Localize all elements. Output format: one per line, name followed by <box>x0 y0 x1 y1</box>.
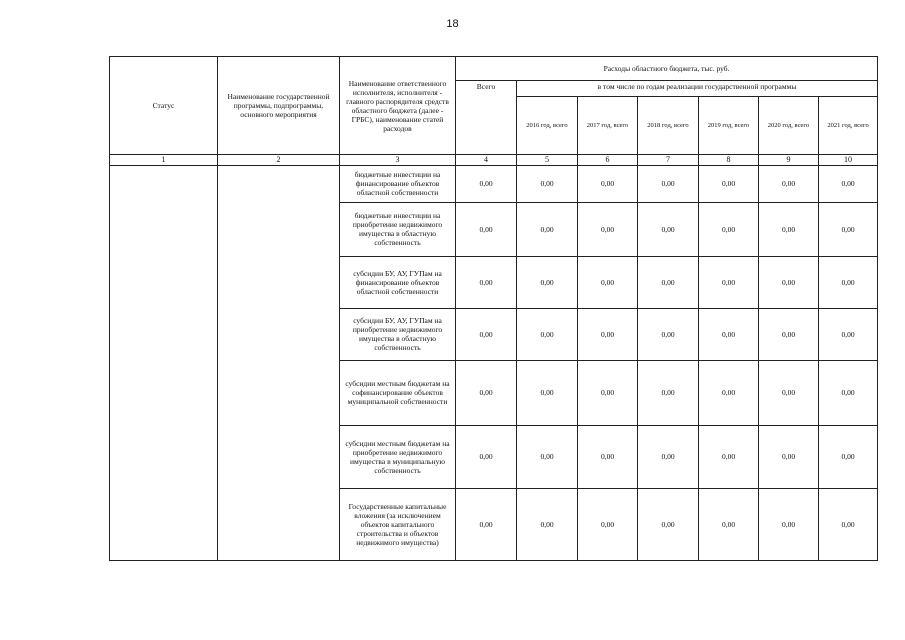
value-total: 0,00 <box>456 360 517 425</box>
expense-item-label: Государственные капитальные вложения (за исключением объектов капитального строительства и объектов недвижимого имущества) <box>340 488 456 560</box>
expense-item-label: бюджетные инвестиции на приобретение недвижимого имущества в областную собственность <box>340 202 456 256</box>
column-number: 4 <box>456 155 517 166</box>
expense-item-label: субсидии БУ, АУ, ГУПам на приобретение недвижимого имущества в областную собственность <box>340 308 456 360</box>
value-year: 0,00 <box>699 202 759 256</box>
value-year: 0,00 <box>517 165 578 202</box>
value-year: 0,00 <box>819 256 878 308</box>
header-year: 2018 год, всего <box>638 97 699 155</box>
value-year: 0,00 <box>699 488 759 560</box>
column-number: 6 <box>578 155 638 166</box>
value-total: 0,00 <box>456 165 517 202</box>
value-year: 0,00 <box>578 202 638 256</box>
value-year: 0,00 <box>699 256 759 308</box>
value-year: 0,00 <box>638 165 699 202</box>
header-program-name: Наименование государственной программы, подпрограммы, основного мероприятия <box>218 57 340 155</box>
value-year: 0,00 <box>638 202 699 256</box>
value-year: 0,00 <box>578 308 638 360</box>
value-year: 0,00 <box>578 256 638 308</box>
value-year: 0,00 <box>819 425 878 488</box>
column-number: 10 <box>819 155 878 166</box>
value-total: 0,00 <box>456 256 517 308</box>
value-year: 0,00 <box>578 165 638 202</box>
value-year: 0,00 <box>759 165 819 202</box>
column-number: 7 <box>638 155 699 166</box>
header-year: 2021 год, всего <box>819 97 878 155</box>
header-expenses: Расходы областного бюджета, тыс. руб. <box>456 57 878 81</box>
column-number: 8 <box>699 155 759 166</box>
value-total: 0,00 <box>456 308 517 360</box>
value-year: 0,00 <box>578 425 638 488</box>
value-year: 0,00 <box>638 360 699 425</box>
value-year: 0,00 <box>759 202 819 256</box>
value-year: 0,00 <box>759 308 819 360</box>
table-row <box>110 165 878 202</box>
value-year: 0,00 <box>638 256 699 308</box>
value-year: 0,00 <box>517 256 578 308</box>
value-year: 0,00 <box>819 165 878 202</box>
header-year: 2017 год, всего <box>578 97 638 155</box>
expense-item-label: бюджетные инвестиции на финансирование объектов областной собственности <box>340 165 456 202</box>
value-year: 0,00 <box>517 308 578 360</box>
column-number: 1 <box>110 155 218 166</box>
program-cell <box>218 165 340 560</box>
header-year: 2019 год, всего <box>699 97 759 155</box>
value-total: 0,00 <box>456 202 517 256</box>
value-year: 0,00 <box>699 425 759 488</box>
value-total: 0,00 <box>456 425 517 488</box>
page-number: 18 <box>446 18 459 30</box>
column-number: 9 <box>759 155 819 166</box>
value-year: 0,00 <box>578 360 638 425</box>
header-year: 2016 год, всего <box>517 97 578 155</box>
expense-item-label: субсидии местным бюджетам на приобретение недвижимого имущества в муниципальную собственность <box>340 425 456 488</box>
value-year: 0,00 <box>759 488 819 560</box>
value-year: 0,00 <box>578 488 638 560</box>
header-by-years: в том числе по годам реализации государственной программы <box>517 81 878 97</box>
header-total: Всего <box>456 81 517 155</box>
header-executor: Наименование ответственного исполнителя, исполнителя - главного распорядителя средств областного бюджета (далее - ГРБС), наименование статей расходов <box>340 57 456 155</box>
value-year: 0,00 <box>819 488 878 560</box>
value-year: 0,00 <box>759 360 819 425</box>
column-number-row <box>110 155 878 166</box>
column-number: 3 <box>340 155 456 166</box>
expense-item-label: субсидии БУ, АУ, ГУПам на финансирование объектов областной собственности <box>340 256 456 308</box>
value-total: 0,00 <box>456 488 517 560</box>
value-year: 0,00 <box>699 360 759 425</box>
value-year: 0,00 <box>699 165 759 202</box>
value-year: 0,00 <box>517 425 578 488</box>
value-year: 0,00 <box>819 308 878 360</box>
value-year: 0,00 <box>819 360 878 425</box>
budget-table <box>109 56 878 561</box>
header-status: Статус <box>110 57 218 155</box>
expense-item-label: субсидии местным бюджетам на софинансирование объектов муниципальной собственности <box>340 360 456 425</box>
value-year: 0,00 <box>819 202 878 256</box>
header-year: 2020 год, всего <box>759 97 819 155</box>
table-body <box>110 165 878 560</box>
value-year: 0,00 <box>699 308 759 360</box>
value-year: 0,00 <box>638 425 699 488</box>
value-year: 0,00 <box>638 488 699 560</box>
column-number: 2 <box>218 155 340 166</box>
value-year: 0,00 <box>517 488 578 560</box>
value-year: 0,00 <box>638 308 699 360</box>
value-year: 0,00 <box>759 256 819 308</box>
value-year: 0,00 <box>517 360 578 425</box>
value-year: 0,00 <box>759 425 819 488</box>
status-cell <box>110 165 218 560</box>
column-number: 5 <box>517 155 578 166</box>
value-year: 0,00 <box>517 202 578 256</box>
